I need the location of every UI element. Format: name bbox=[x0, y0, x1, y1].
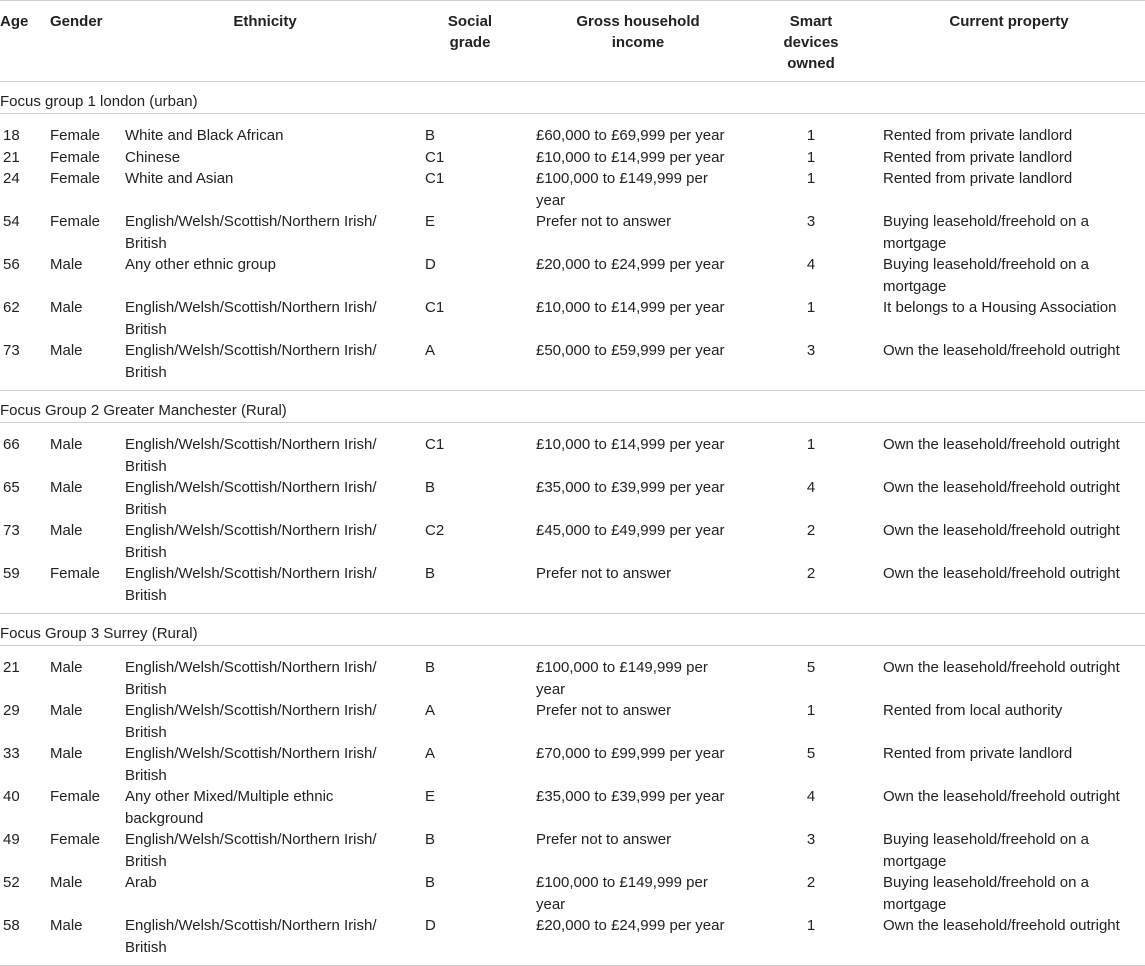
table-row bbox=[0, 434, 1145, 477]
cell-age: 62 bbox=[3, 299, 20, 316]
cell-income: Prefer not to answer bbox=[536, 213, 672, 230]
cell-age: 29 bbox=[3, 702, 20, 719]
cell-ethnicity: English/Welsh/Scottish/Northern Irish/ British bbox=[125, 659, 377, 698]
header-income-line: Gross household bbox=[576, 13, 700, 30]
cell-income: £100,000 to £149,999 per year bbox=[536, 874, 708, 913]
cell-ethnicity: English/Welsh/Scottish/Northern Irish/ British bbox=[125, 702, 377, 741]
cell-income: £45,000 to £49,999 per year bbox=[536, 522, 725, 539]
table-row bbox=[0, 477, 1145, 520]
cell-ethnicity: English/Welsh/Scottish/Northern Irish/ British bbox=[125, 522, 377, 561]
table-row bbox=[0, 829, 1145, 872]
cell-current-property: Buying leasehold/freehold on a mortgage bbox=[883, 831, 1089, 870]
cell-current-property: Rented from local authority bbox=[883, 702, 1063, 719]
cell-social-grade: B bbox=[425, 565, 436, 582]
cell-smart-devices: 1 bbox=[806, 299, 816, 316]
cell-social-grade: E bbox=[425, 788, 436, 805]
cell-social-grade: E bbox=[425, 213, 436, 230]
header-income bbox=[548, 11, 728, 53]
group-heading bbox=[0, 82, 1145, 114]
cell-gender: Male bbox=[50, 702, 83, 719]
cell-smart-devices: 2 bbox=[806, 565, 816, 582]
cell-gender: Male bbox=[50, 256, 83, 273]
cell-income: £70,000 to £99,999 per year bbox=[536, 745, 725, 762]
cell-current-property: Rented from private landlord bbox=[883, 148, 1073, 166]
cell-social-grade: B bbox=[425, 659, 436, 676]
cell-smart-devices: 4 bbox=[806, 479, 816, 496]
cell-ethnicity: Chinese bbox=[125, 148, 181, 166]
cell-ethnicity: English/Welsh/Scottish/Northern Irish/ British bbox=[125, 479, 377, 518]
table-row bbox=[0, 254, 1145, 297]
header-social-grade bbox=[430, 11, 510, 53]
cell-age: 56 bbox=[3, 256, 20, 273]
group-rows bbox=[0, 646, 1145, 966]
cell-gender: Female bbox=[50, 565, 101, 582]
cell-current-property: Own the leasehold/freehold outright bbox=[883, 479, 1120, 496]
cell-income: £50,000 to £59,999 per year bbox=[536, 342, 725, 359]
cell-age: 54 bbox=[3, 213, 20, 230]
cell-current-property: Own the leasehold/freehold outright bbox=[883, 917, 1120, 934]
group-heading bbox=[0, 391, 1145, 423]
cell-gender: Male bbox=[50, 659, 83, 676]
cell-smart-devices: 3 bbox=[806, 342, 816, 359]
cell-smart-devices: 3 bbox=[806, 831, 816, 848]
cell-social-grade: A bbox=[425, 702, 436, 719]
cell-smart-devices: 5 bbox=[806, 659, 816, 676]
header-ethnicity: Ethnicity bbox=[233, 13, 297, 30]
cell-gender: Male bbox=[50, 874, 83, 891]
cell-gender: Male bbox=[50, 436, 83, 453]
cell-social-grade: C2 bbox=[425, 522, 445, 539]
cell-age: 66 bbox=[3, 436, 20, 453]
cell-gender: Female bbox=[50, 831, 101, 848]
cell-age: 40 bbox=[3, 788, 20, 805]
group-title: Focus group 1 london (urban) bbox=[0, 93, 198, 110]
cell-current-property: Buying leasehold/freehold on a mortgage bbox=[883, 213, 1089, 252]
group-rows bbox=[0, 114, 1145, 391]
table-row bbox=[0, 211, 1145, 254]
cell-age: 59 bbox=[3, 565, 20, 582]
cell-gender: Female bbox=[50, 127, 101, 144]
cell-current-property: Own the leasehold/freehold outright bbox=[883, 659, 1120, 676]
cell-smart-devices: 4 bbox=[806, 256, 816, 273]
header-social-grade-line: Social bbox=[447, 13, 493, 30]
header-devices-line: owned bbox=[787, 55, 835, 72]
table-row bbox=[0, 743, 1145, 786]
cell-current-property: Own the leasehold/freehold outright bbox=[883, 342, 1120, 359]
cell-age: 21 bbox=[3, 148, 20, 166]
cell-smart-devices: 1 bbox=[806, 127, 816, 144]
cell-gender: Female bbox=[50, 213, 101, 230]
cell-smart-devices: 1 bbox=[806, 917, 816, 934]
cell-smart-devices: 1 bbox=[806, 702, 816, 719]
header-devices-line: Smart bbox=[789, 13, 833, 30]
cell-current-property: Rented from private landlord bbox=[883, 745, 1073, 762]
cell-current-property: Own the leasehold/freehold outright bbox=[883, 788, 1120, 805]
cell-income: £10,000 to £14,999 per year bbox=[536, 148, 725, 166]
header-social-grade-line: grade bbox=[449, 34, 491, 51]
cell-income: £35,000 to £39,999 per year bbox=[536, 479, 725, 496]
cell-current-property: Rented from private landlord bbox=[883, 170, 1073, 187]
cell-income: £60,000 to £69,999 per year bbox=[536, 127, 725, 144]
cell-ethnicity: Any other Mixed/Multiple ethnic background bbox=[125, 788, 334, 827]
cell-social-grade: D bbox=[425, 917, 436, 934]
cell-age: 21 bbox=[3, 659, 20, 676]
cell-age: 52 bbox=[3, 874, 20, 891]
table-row bbox=[0, 520, 1145, 563]
table-row bbox=[0, 125, 1145, 147]
header-age: Age bbox=[0, 13, 29, 30]
cell-income: Prefer not to answer bbox=[536, 565, 672, 582]
cell-current-property: Buying leasehold/freehold on a mortgage bbox=[883, 256, 1089, 295]
cell-current-property: It belongs to a Housing Association bbox=[883, 299, 1117, 316]
cell-gender: Male bbox=[50, 745, 83, 762]
cell-age: 73 bbox=[3, 522, 20, 539]
cell-current-property: Own the leasehold/freehold outright bbox=[883, 522, 1120, 539]
cell-social-grade: C1 bbox=[425, 299, 445, 316]
cell-social-grade: A bbox=[425, 342, 436, 359]
table-row bbox=[0, 700, 1145, 743]
cell-ethnicity: English/Welsh/Scottish/Northern Irish/ British bbox=[125, 917, 377, 956]
cell-income: £10,000 to £14,999 per year bbox=[536, 299, 725, 316]
cell-smart-devices: 1 bbox=[806, 170, 816, 187]
group-rows bbox=[0, 423, 1145, 614]
table-header bbox=[0, 0, 1145, 82]
cell-age: 73 bbox=[3, 342, 20, 359]
cell-income: £20,000 to £24,999 per year bbox=[536, 256, 725, 273]
cell-gender: Female bbox=[50, 788, 101, 805]
cell-social-grade: D bbox=[425, 256, 436, 273]
cell-social-grade: A bbox=[425, 745, 436, 762]
cell-income: £100,000 to £149,999 per year bbox=[536, 170, 708, 209]
cell-smart-devices: 4 bbox=[806, 788, 816, 805]
cell-smart-devices: 2 bbox=[806, 522, 816, 539]
cell-age: 18 bbox=[3, 127, 20, 144]
table-row bbox=[0, 786, 1145, 829]
header-smart-devices bbox=[760, 11, 862, 74]
cell-gender: Male bbox=[50, 342, 83, 359]
cell-income: £35,000 to £39,999 per year bbox=[536, 788, 725, 805]
cell-smart-devices: 1 bbox=[806, 148, 816, 166]
cell-gender: Male bbox=[50, 917, 83, 934]
header-income-line: income bbox=[611, 34, 665, 51]
cell-gender: Male bbox=[50, 522, 83, 539]
group-heading bbox=[0, 614, 1145, 646]
cell-current-property: Buying leasehold/freehold on a mortgage bbox=[883, 874, 1089, 913]
cell-ethnicity: English/Welsh/Scottish/Northern Irish/ British bbox=[125, 342, 377, 381]
cell-ethnicity: English/Welsh/Scottish/Northern Irish/ British bbox=[125, 565, 377, 604]
cell-gender: Male bbox=[50, 299, 83, 316]
cell-gender: Female bbox=[50, 170, 101, 187]
cell-smart-devices: 2 bbox=[806, 874, 816, 891]
group-title: Focus Group 2 Greater Manchester (Rural) bbox=[0, 402, 287, 419]
cell-ethnicity: English/Welsh/Scottish/Northern Irish/ British bbox=[125, 299, 377, 338]
cell-income: £100,000 to £149,999 per year bbox=[536, 659, 708, 698]
cell-current-property: Own the leasehold/freehold outright bbox=[883, 565, 1120, 582]
cell-ethnicity: English/Welsh/Scottish/Northern Irish/ British bbox=[125, 436, 377, 475]
cell-income: £20,000 to £24,999 per year bbox=[536, 917, 725, 934]
cell-ethnicity: White and Asian bbox=[125, 170, 234, 187]
cell-social-grade: C1 bbox=[425, 170, 445, 187]
table-row bbox=[0, 168, 1145, 211]
cell-smart-devices: 5 bbox=[806, 745, 816, 762]
cell-age: 58 bbox=[3, 917, 20, 934]
cell-social-grade: B bbox=[425, 479, 436, 496]
cell-social-grade: C1 bbox=[425, 148, 445, 166]
header-devices-line: devices bbox=[783, 34, 839, 51]
cell-age: 49 bbox=[3, 831, 20, 848]
table-row bbox=[0, 872, 1145, 915]
cell-age: 65 bbox=[3, 479, 20, 496]
table-row bbox=[0, 147, 1145, 169]
cell-ethnicity: White and Black African bbox=[125, 127, 284, 144]
cell-current-property: Rented from private landlord bbox=[883, 127, 1073, 144]
cell-social-grade: B bbox=[425, 874, 436, 891]
cell-gender: Female bbox=[50, 148, 101, 166]
cell-smart-devices: 3 bbox=[806, 213, 816, 230]
header-current-property: Current property bbox=[949, 13, 1069, 30]
cell-smart-devices: 1 bbox=[806, 436, 816, 453]
cell-social-grade: B bbox=[425, 831, 436, 848]
cell-social-grade: B bbox=[425, 127, 436, 144]
cell-ethnicity: English/Welsh/Scottish/Northern Irish/ British bbox=[125, 213, 377, 252]
cell-income: £10,000 to £14,999 per year bbox=[536, 436, 725, 453]
group-title: Focus Group 3 Surrey (Rural) bbox=[0, 625, 198, 642]
cell-income: Prefer not to answer bbox=[536, 831, 672, 848]
cell-social-grade: C1 bbox=[425, 436, 445, 453]
header-gender: Gender bbox=[50, 13, 103, 30]
cell-current-property: Own the leasehold/freehold outright bbox=[883, 436, 1120, 453]
table-row bbox=[0, 297, 1145, 340]
cell-income: Prefer not to answer bbox=[536, 702, 672, 719]
table-row bbox=[0, 563, 1145, 606]
cell-age: 33 bbox=[3, 745, 20, 762]
cell-gender: Male bbox=[50, 479, 83, 496]
cell-ethnicity: English/Welsh/Scottish/Northern Irish/ British bbox=[125, 745, 377, 784]
cell-ethnicity: English/Welsh/Scottish/Northern Irish/ British bbox=[125, 831, 377, 870]
table-row bbox=[0, 340, 1145, 383]
table-body bbox=[0, 82, 1145, 966]
table-row bbox=[0, 657, 1145, 700]
table-row bbox=[0, 915, 1145, 958]
cell-ethnicity: Arab bbox=[125, 874, 157, 891]
cell-ethnicity: Any other ethnic group bbox=[125, 256, 276, 273]
cell-age: 24 bbox=[3, 170, 20, 187]
